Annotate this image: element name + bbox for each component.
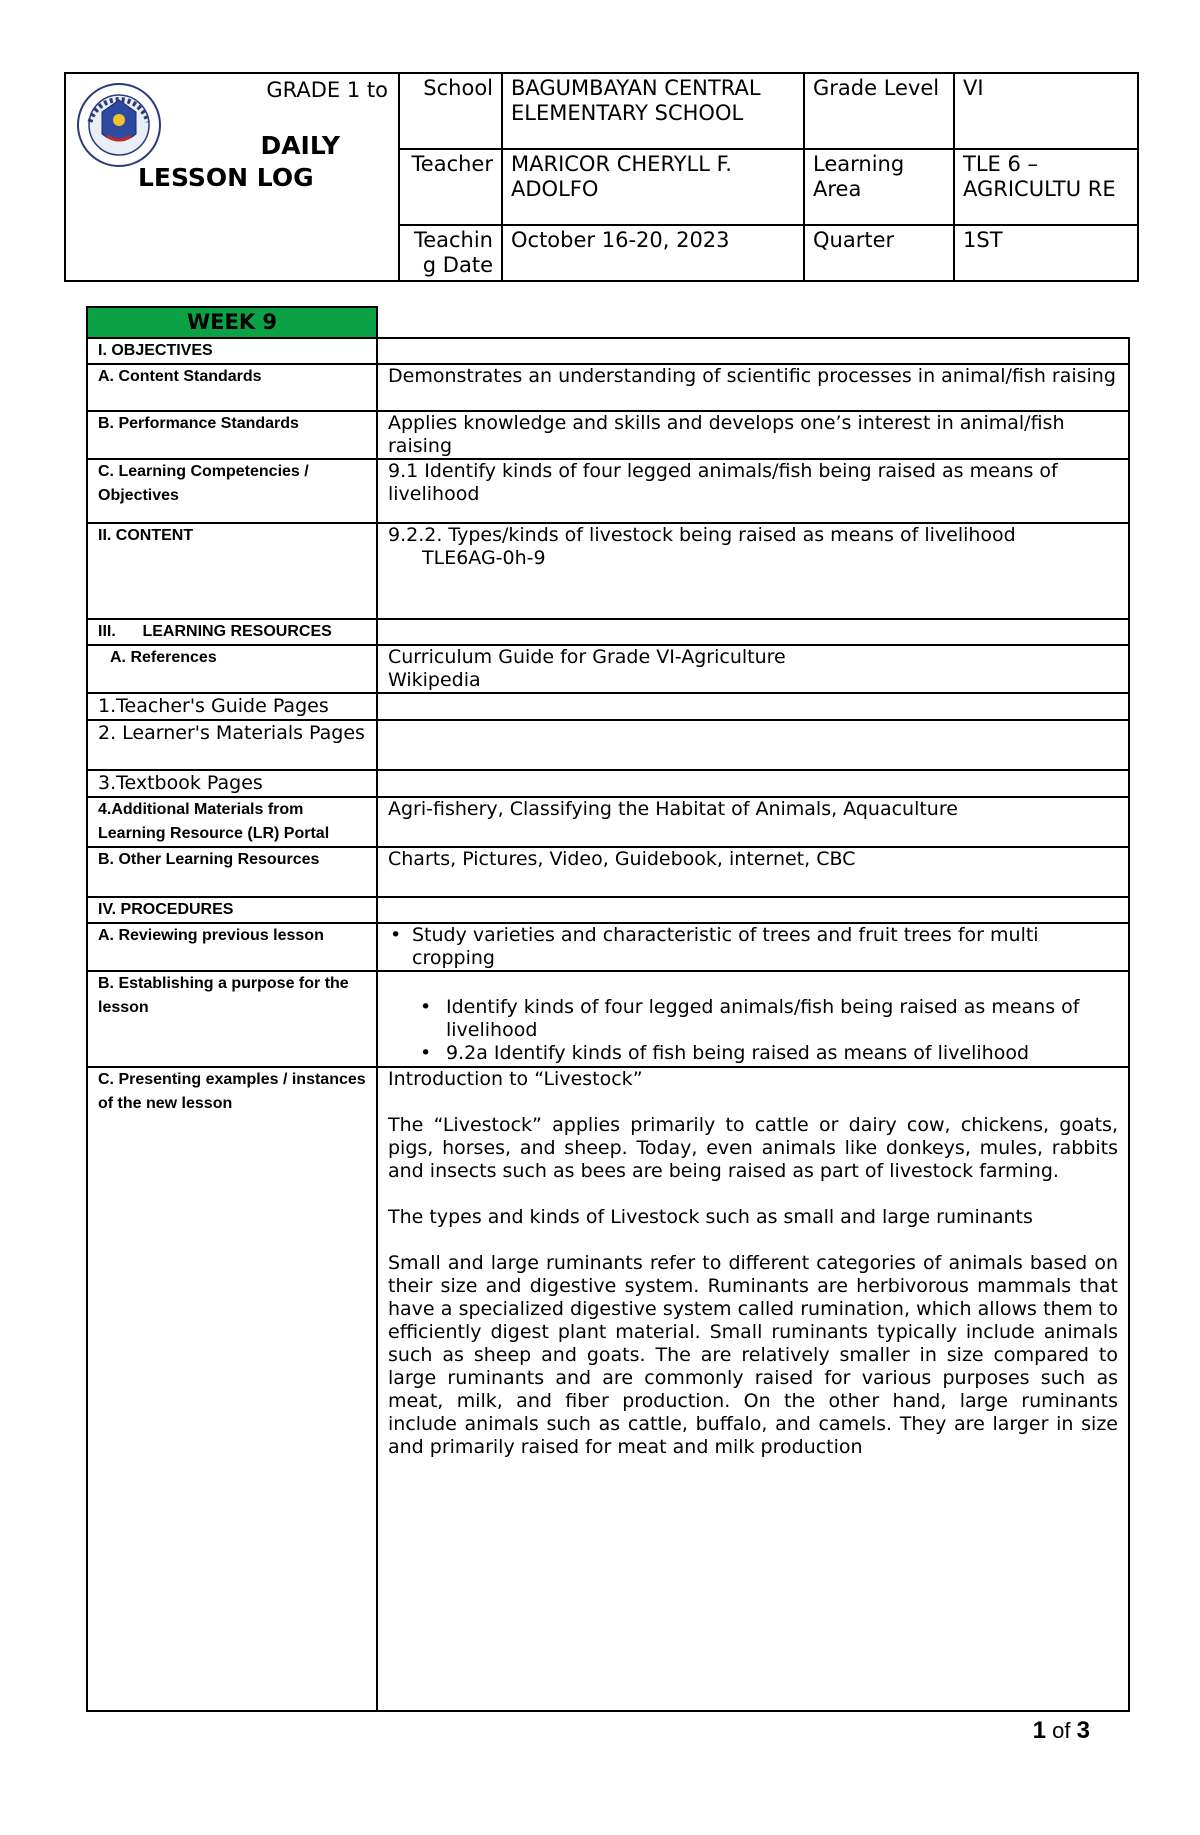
teacher-value: MARICOR CHERYLL F. ADOLFO — [502, 149, 804, 225]
presenting-paragraph-2: The types and kinds of Livestock such as small and large ruminants — [388, 1206, 1033, 1228]
content-code: TLE6AG-0h-9 — [422, 547, 546, 569]
content-standards-label: A. Content Standards — [87, 364, 377, 411]
title-line2: LESSON LOG — [138, 163, 314, 192]
textbook-label: 3.Textbook Pages — [87, 770, 377, 797]
grade-range: GRADE 1 to — [266, 78, 388, 102]
page-current: 1 — [1032, 1717, 1047, 1744]
performance-standards-value: Applies knowledge and skills and develops one’s interest in animal/fish raising — [377, 411, 1129, 459]
purpose-label: B. Establishing a purpose for the lesson — [87, 971, 377, 1067]
page-total: 3 — [1076, 1717, 1090, 1744]
quarter-value: 1ST — [954, 225, 1138, 281]
lr-portal-value: Agri-fishery, Classifying the Habitat of Animals, Aquaculture — [377, 797, 1129, 847]
textbook-value — [377, 770, 1129, 797]
content-heading: II. CONTENT — [87, 523, 377, 619]
date-label: Teachin g Date — [399, 225, 502, 281]
content-line1: 9.2.2. Types/kinds of livestock being raised as means of livelihood — [388, 524, 1016, 546]
list-item: • Study varieties and characteristic of trees and fruit trees for multi cropping — [388, 924, 1118, 970]
page-indicator — [1033, 1717, 1090, 1745]
learners-materials-value — [377, 720, 1129, 770]
page-of: of — [1052, 1718, 1071, 1743]
content-value — [377, 523, 1129, 619]
competencies-value: 9.1 Identify kinds of four legged animals/fish being raised as means of livelihood — [377, 459, 1129, 523]
purpose-value — [377, 971, 1129, 1067]
quarter-label: Quarter — [804, 225, 954, 281]
lr-portal-label: 4.Additional Materials from Learning Resource (LR) Portal — [87, 797, 377, 847]
presenting-intro: Introduction to “Livestock” — [388, 1068, 643, 1090]
performance-standards-label: B. Performance Standards — [87, 411, 377, 459]
resources-heading: III. LEARNING RESOURCES — [87, 619, 377, 645]
area-label: Learning Area — [804, 149, 954, 225]
competencies-label: C. Learning Competencies / Objectives — [87, 459, 377, 523]
title-cell — [65, 73, 399, 281]
list-item: • 9.2a Identify kinds of fish being raised as means of livelihood — [418, 1042, 1118, 1065]
grade-label: Grade Level — [804, 73, 954, 149]
grade-value: VI — [954, 73, 1138, 149]
reference-1: Curriculum Guide for Grade VI-Agriculture — [388, 646, 786, 668]
teachers-guide-value — [377, 693, 1129, 720]
header-table — [64, 72, 1139, 282]
week-label: WEEK 9 — [87, 307, 377, 338]
procedures-heading: IV. PROCEDURES — [87, 897, 377, 923]
references-value — [377, 645, 1129, 693]
date-value: October 16-20, 2023 — [502, 225, 804, 281]
learners-materials-label: 2. Learner's Materials Pages — [87, 720, 377, 770]
presenting-paragraph-1: The “Livestock” applies primarily to cattle or dairy cow, chickens, goats, pigs, horses, and sheep. Today, even animals like donkeys, mules, rabbits and insects such as bees are being raised as part of livestock farming. — [388, 1114, 1118, 1182]
week-blank — [377, 307, 1129, 338]
content-standards-value: Demonstrates an understanding of scientific processes in animal/fish raising — [377, 364, 1129, 411]
lesson-table — [86, 306, 1130, 1712]
school-value: BAGUMBAYAN CENTRAL ELEMENTARY SCHOOL — [502, 73, 804, 149]
review-label: A. Reviewing previous lesson — [87, 923, 377, 971]
resources-blank — [377, 619, 1129, 645]
presenting-paragraph-3: Small and large ruminants refer to different categories of animals based on their size and digestive system. Ruminants are herbivorous mammals that have a specialized digestive system called rumination, which allows them to efficiently digest plant material. Small ruminants typically include animals such as sheep and goats. The are relatively smaller in size compared to large ruminants and are commonly raised for various purposes such as meat, milk, and fiber production. On the other hand, large ruminants include animals such as cattle, buffalo, and camels. They are larger in size and primarily raised for meat and milk production — [388, 1252, 1118, 1458]
teachers-guide-label: 1.Teacher's Guide Pages — [87, 693, 377, 720]
objectives-blank — [377, 338, 1129, 364]
other-resources-label: B. Other Learning Resources — [87, 847, 377, 897]
review-list — [388, 924, 1118, 970]
procedures-blank — [377, 897, 1129, 923]
title-line1: DAILY — [260, 131, 340, 160]
teacher-label: Teacher — [399, 149, 502, 225]
references-label: A. References — [87, 645, 377, 693]
objectives-heading: I. OBJECTIVES — [87, 338, 377, 364]
presenting-label: C. Presenting examples / instances of the new lesson — [87, 1067, 377, 1711]
list-item: • Identify kinds of four legged animals/fish being raised as means of livelihood — [418, 996, 1118, 1042]
area-value: TLE 6 – AGRICULTU RE — [954, 149, 1138, 225]
reference-2: Wikipedia — [388, 669, 481, 691]
presenting-value — [377, 1067, 1129, 1711]
other-resources-value: Charts, Pictures, Video, Guidebook, internet, CBC — [377, 847, 1129, 897]
review-value — [377, 923, 1129, 971]
school-label: School — [399, 73, 502, 149]
purpose-list — [388, 996, 1118, 1065]
deped-seal-icon — [76, 82, 162, 168]
